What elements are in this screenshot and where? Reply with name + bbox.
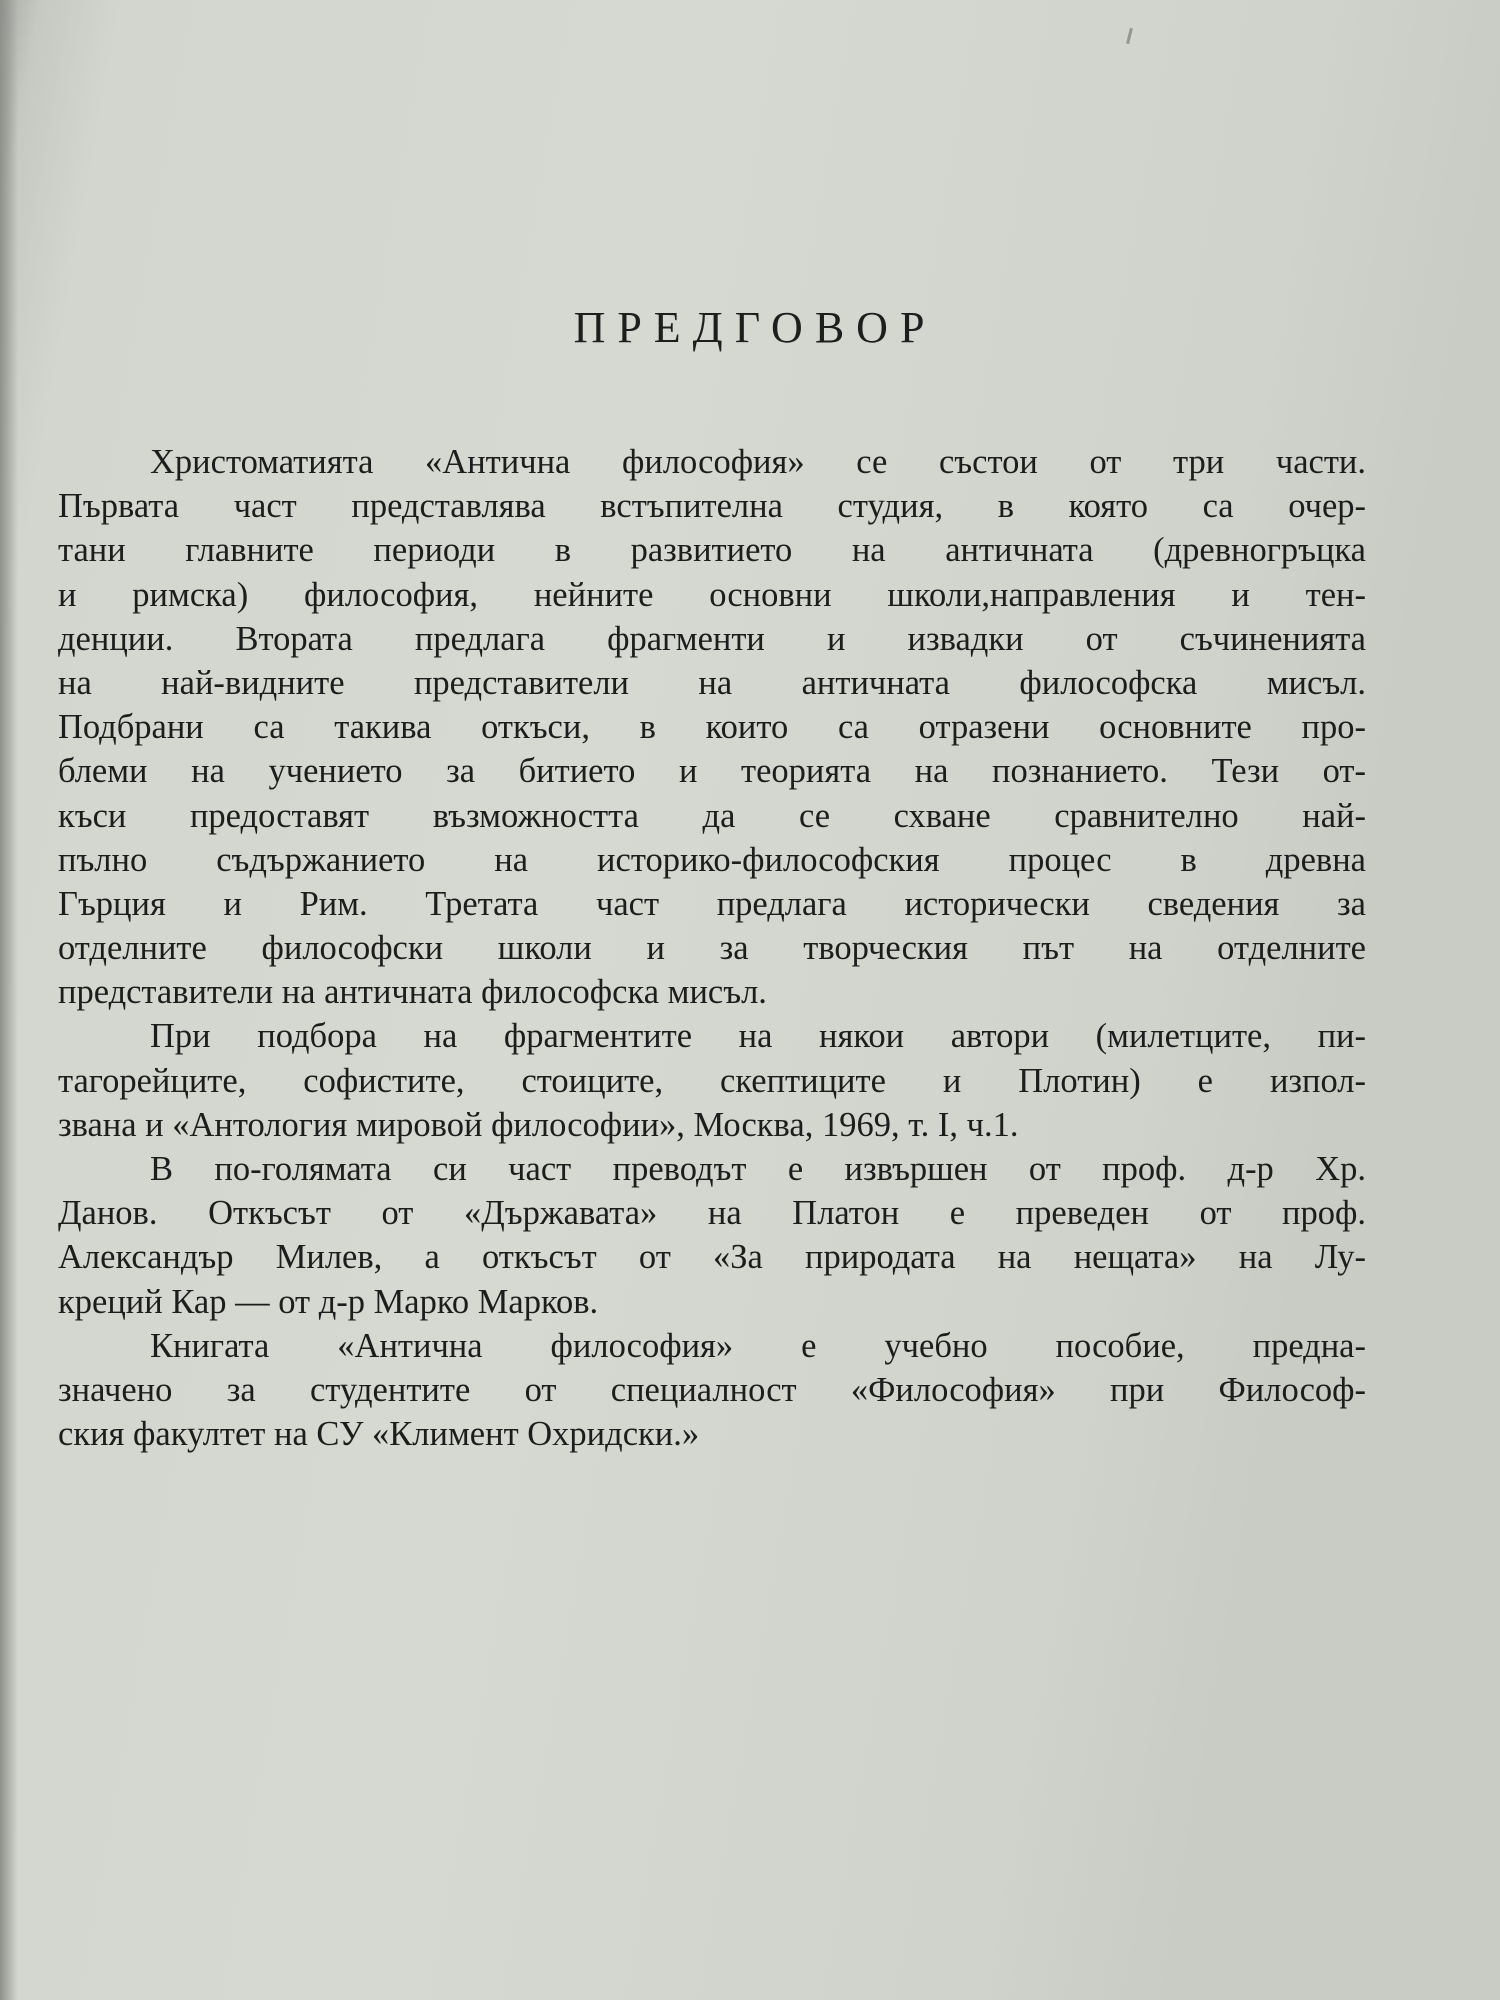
text-line: Гърция и Рим. Третата част предлага исторически сведения за: [58, 884, 1366, 923]
text-line: пълно съдържанието на историко-философския процес в древна: [58, 840, 1366, 879]
paragraph-4: [58, 1324, 1366, 1457]
text-line: При подбора на фрагментите на някои автори (милетците, пи-: [150, 1017, 1366, 1056]
paragraph-2: [58, 1014, 1366, 1147]
text-line: звана и «Антология мировой философии», Москва, 1969, т. I, ч.1.: [58, 1105, 1019, 1144]
text-line: Христоматията «Антична философия» се състои от три части.: [150, 443, 1366, 481]
text-line: значено за студентите от специалност «Философия» при Философ-: [58, 1370, 1366, 1409]
text-line: ския факултет на СУ «Климент Охридски.»: [58, 1415, 700, 1454]
text-line: и римска) философия, нейните основни школи,направления и тен-: [58, 575, 1366, 614]
text-line: Първата част представлява встъпителна студия, в която са очер-: [58, 487, 1366, 526]
paper-mark: [1126, 28, 1133, 44]
page-edge-shadow: [0, 0, 18, 2000]
text-line: тагорейците, софистите, стоиците, скептиците и Плотин) е изпол-: [58, 1061, 1366, 1100]
text-line: Александър Милев, а откъсът от «За природата на нещата» на Лу-: [58, 1238, 1366, 1277]
text-line: блеми на учението за битието и теорията на познанието. Тези от-: [58, 752, 1366, 791]
paragraph-1: [58, 440, 1366, 1014]
text-line: креций Кар — от д-р Марко Марков.: [58, 1282, 599, 1321]
text-line: тани главните периоди в развитието на античната (древногръцка: [58, 531, 1366, 570]
paragraph-3: [58, 1147, 1366, 1324]
text-line: къси предоставят възможността да се схване сравнително най-: [58, 796, 1366, 835]
preface-body: [58, 440, 1366, 1456]
text-line: отделните философски школи и за творческия път на отделните: [58, 929, 1366, 968]
text-line: Книгата «Антична философия» е учебно пособие, предна-: [150, 1326, 1366, 1365]
text-line: на най-видните представители на античната философска мисъл.: [58, 663, 1366, 702]
text-line: представители на античната философска мисъл.: [58, 973, 767, 1012]
text-line: В по-голямата си част преводът е извършен от проф. д-р Хр.: [150, 1150, 1366, 1188]
page-title: ПРЕДГОВОР: [573, 303, 937, 352]
text-line: Подбрани са такива откъси, в които са отразени основните про-: [58, 708, 1366, 747]
text-line: денции. Втората предлага фрагменти и извадки от съчиненията: [58, 619, 1366, 658]
text-line: Данов. Откъсът от «Държавата» на Платон е преведен от проф.: [58, 1194, 1366, 1233]
